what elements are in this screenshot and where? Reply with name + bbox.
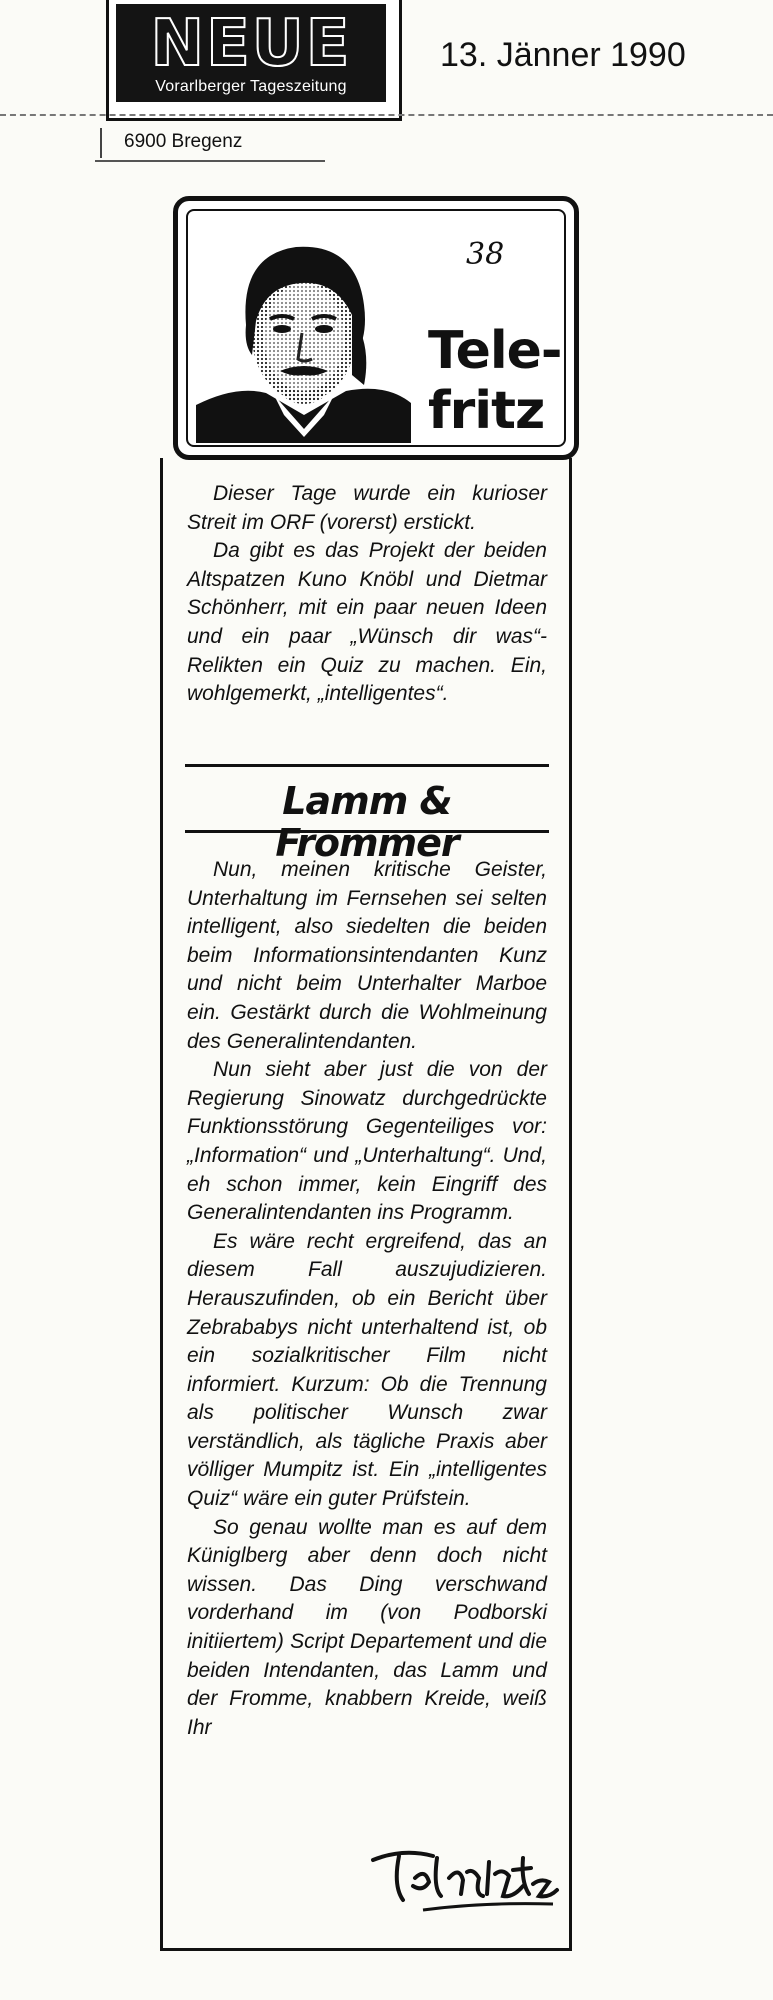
author-portrait [196, 225, 411, 443]
column-title [428, 321, 562, 441]
column-title-line2: fritz [428, 381, 545, 441]
subheading-rule-bottom [185, 830, 549, 833]
publication-place: 6900 Bregenz [100, 128, 324, 158]
article-column [160, 458, 572, 1951]
body-paragraph: Nun sieht aber just die von der Regierung Sinowatz durchgedrückte Funktionsstörung Gegenteiliges vor: „Information“ und „Unterhaltung“. Und, eh schon immer, kein Eingriff des Generalintendanten ins Programm. [187, 1058, 547, 1225]
logo-subtitle: Vorarlberger Tageszeitung [155, 78, 347, 95]
body-paragraph: So genau wollte man es auf dem Küniglberg aber denn doch nicht wissen. Das Ding verschwand vorderhand im (von Podborski initiiertem) Script Departement und die beiden Intendanten, das Lamm und der Fromme, knabbern Kreide, weiß Ihr [187, 1515, 547, 1739]
body-paragraph: Es wäre recht ergreifend, das an diesem Fall auszujudizieren. Herauszufinden, ob ein Bericht über Zebrababys nicht unterhaltend ist, ob ein sozialkritischer Film nicht informiert. Kurzum: Ob die Trennung als politischer Wunsch zwar verständlich, als tägliche Praxis aber völliger Mumpitz ist. Ein „intelligentes Quiz“ wäre ein guter Prüfstein. [187, 1229, 547, 1511]
article-subheading: Lamm & Frommer [275, 779, 459, 865]
publication-date: 13. Jänner 1990 [440, 36, 686, 74]
article-body [187, 856, 547, 1742]
newspaper-logo [116, 4, 386, 102]
masthead-divider [0, 114, 773, 116]
intro-paragraph: Dieser Tage wurde ein kurioser Streit im ORF (vorerst) erstickt. [187, 482, 547, 534]
intro-paragraph: Da gibt es das Projekt der beiden Altspatzen Kuno Knöbl und Dietmar Schönherr, mit ein paar neuen Ideen und ein paar „Wünsch dir was“-Relikten ein Quiz zu machen. Ein, wohlgemerkt, „intelligentes“. [187, 539, 547, 706]
author-signature [363, 1838, 563, 1918]
handwritten-page-number: 38 [466, 237, 505, 272]
logo-wordmark: NEUE [150, 7, 352, 81]
place-underline [95, 160, 325, 162]
column-header-inner [186, 209, 566, 447]
subheading-rule-top [185, 764, 549, 767]
column-header-box [173, 196, 579, 460]
article-intro [187, 480, 547, 709]
column-title-line1: Tele- [428, 321, 562, 381]
masthead [106, 0, 402, 121]
body-paragraph: Nun, meinen kritische Geister, Unterhaltung im Fernsehen sei selten intelligent, also siedelten die beiden beim Informationsintendanten Kunz und nicht beim Unterhalter Marboe ein. Gestärkt durch die Wohlmeinung des Generalintendanten. [187, 858, 547, 1053]
